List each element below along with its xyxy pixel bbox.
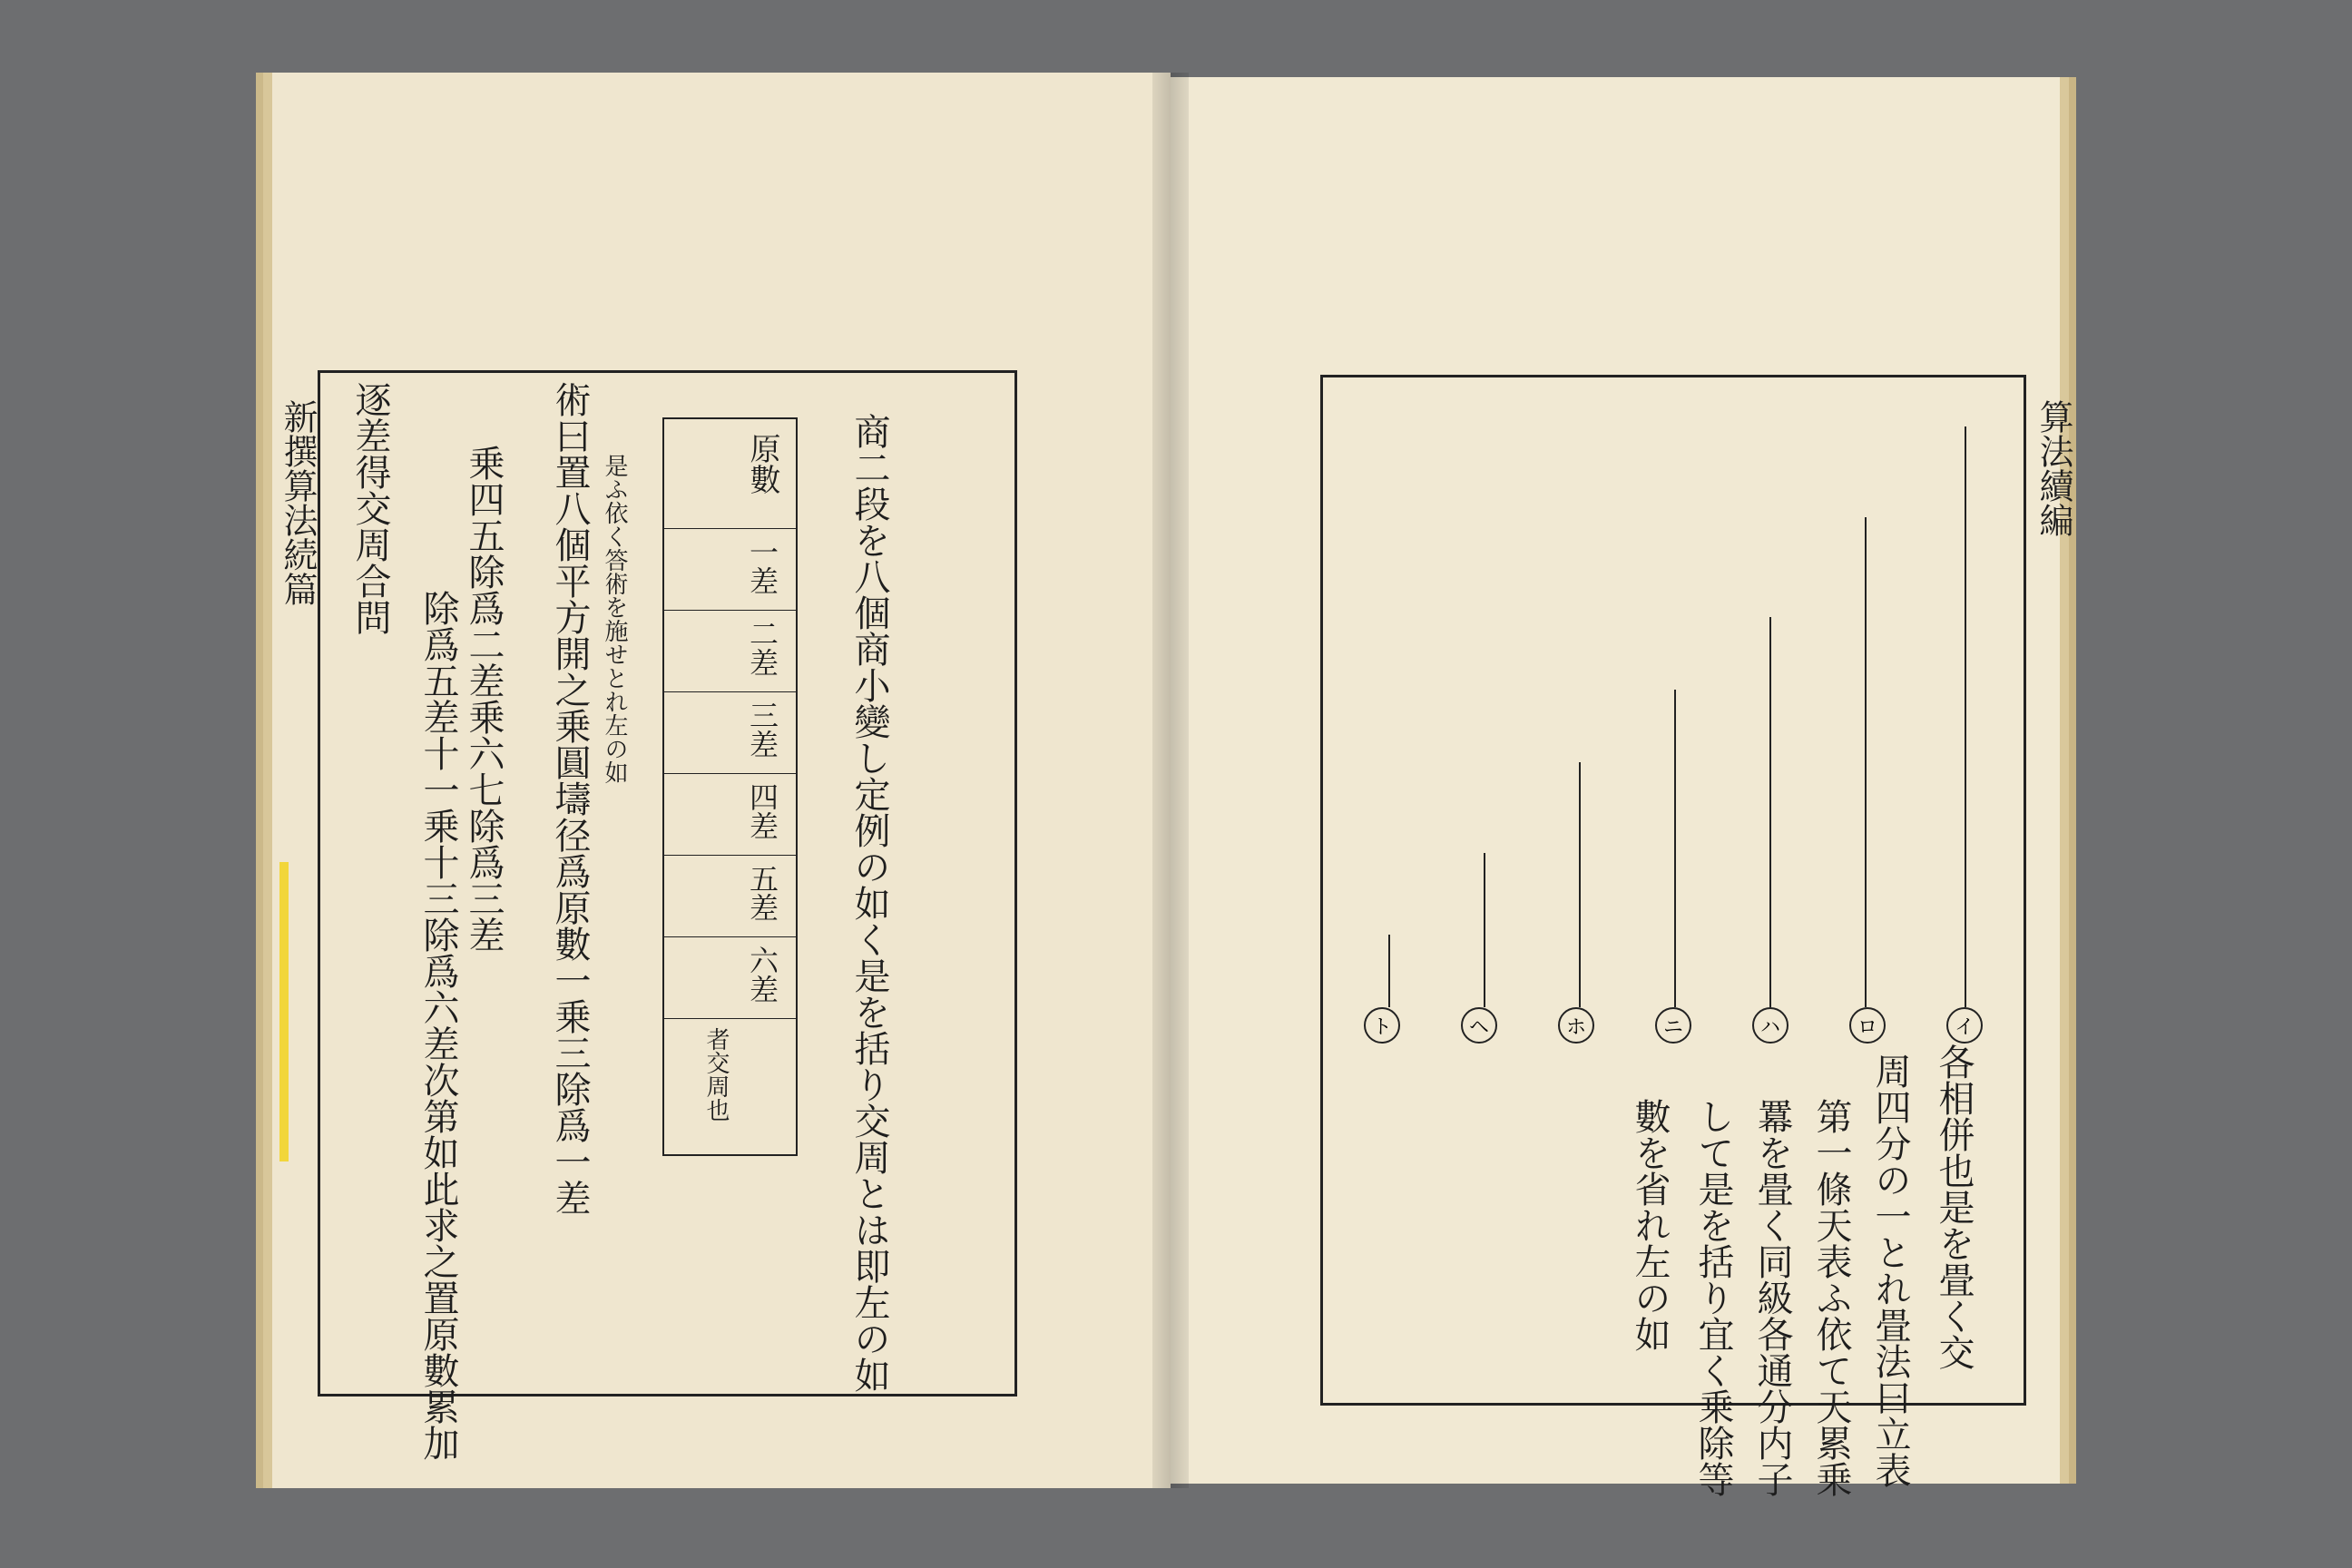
tabulation-rule (1484, 853, 1485, 1007)
row-marker: ロ (1849, 1007, 1886, 1044)
left-column-4: 除爲五差十一乗十三除爲六差次第如此求之置原數累加 (417, 590, 459, 1461)
row-marker: ホ (1558, 1007, 1594, 1044)
right-page-header: 算法續編 (2034, 399, 2073, 537)
table-row: 六差 (745, 946, 779, 1004)
book-gutter (1152, 73, 1189, 1488)
row-marker: イ (1946, 1007, 1983, 1044)
table-row-divider (664, 610, 796, 611)
row-marker: ニ (1655, 1007, 1691, 1044)
tabulation-rule (1769, 617, 1771, 1007)
table-row-divider (664, 855, 796, 856)
right-column-2: 周四分の一とれ畳法曰立表 (1869, 1053, 1911, 1488)
table-header: 原數 (744, 433, 780, 495)
left-column-6: 是ふ依く答術を施せとれ左の如 (601, 454, 628, 784)
table-row: 五差 (745, 864, 779, 922)
row-marker: ハ (1752, 1007, 1788, 1044)
tabulation-rule (1674, 690, 1676, 1007)
left-column-1: 商二段を八個商小變し定例の如く是を括り交周とは即左の如 (848, 413, 890, 1393)
left-column-3: 乗四五除爲二差乗六七除爲三差 (463, 445, 505, 953)
difference-table (662, 417, 798, 1156)
table-footer: 者交周也 (702, 1027, 730, 1122)
left-column-2: 術曰置八個平方開之乗圓壔径爲原數一乗三除爲一差 (549, 381, 591, 1216)
tabulation-rule (1965, 426, 1966, 1007)
table-row: 四差 (745, 782, 779, 840)
right-column-4: 羃を畳く同級各通分内子 (1751, 1098, 1793, 1497)
table-row: 二差 (745, 619, 779, 677)
left-column-5: 逐差得交周合問 (349, 381, 391, 635)
left-page-header: 新撰算法続篇 (278, 399, 318, 606)
tabulation-rule (1865, 517, 1867, 1007)
right-column-3: 第一條天表ふ依て天累乗 (1810, 1098, 1852, 1497)
tabulation-rule (1388, 935, 1390, 1007)
table-row-divider (664, 773, 796, 774)
table-row-divider (664, 691, 796, 692)
right-column-1: 各相併也是を畳く交 (1933, 1044, 1975, 1370)
table-row-divider (664, 936, 796, 937)
table-row-divider (664, 528, 796, 529)
yellow-page-edge (279, 862, 289, 1161)
tabulation-rule (1579, 762, 1581, 1007)
right-column-5: して是を括り宜く乗除等 (1692, 1098, 1734, 1497)
table-row: 一差 (745, 537, 779, 595)
right-column-6: 數を省れ左の如 (1629, 1098, 1671, 1352)
row-marker: ヘ (1461, 1007, 1497, 1044)
table-row: 三差 (745, 701, 779, 759)
table-row-divider (664, 1018, 796, 1019)
row-marker: ト (1364, 1007, 1400, 1044)
